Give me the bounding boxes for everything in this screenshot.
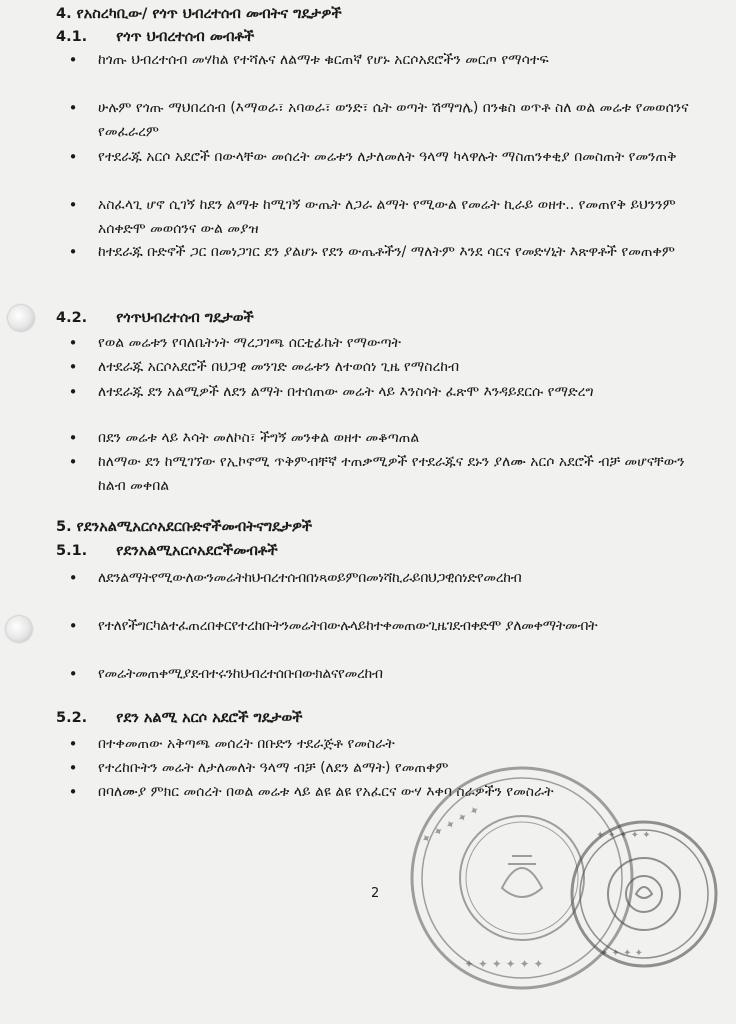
list-item [68,380,704,404]
svg-text:✦ ✦ ✦ ✦: ✦ ✦ ✦ ✦ [600,948,644,959]
list-item [68,96,704,144]
section-5-heading: 5. የደንአልሚአርሶአደርቡድኖችመብትናግዴታዎች [56,519,313,535]
punch-hole [6,616,32,642]
list-item [68,331,704,355]
list-item-text: ለተደራጁ አርሶአደሮች በህጋዊ መንገድ መሬቱን ለተወሰነ ጊዜ የማስረከብ [98,359,460,375]
subsection-4-2-heading [56,310,254,326]
bullet-icon: • [68,358,78,376]
list-item [68,614,704,638]
list-item-text: ለተደራጁ ደን አልሚዎች ለደን ልማት በተሰጠው መሬት ላይ እንስሳት ፈጽሞ እንዳይደርሱ የማድረግ [98,384,594,400]
list-item [68,48,704,72]
subsection-title: የጎጥ ህብረተሰብ መብቶች [116,29,255,45]
bullet-icon: • [68,148,78,166]
bullet-icon: • [68,759,78,777]
list-item [68,145,704,169]
official-seal-stamp [566,816,722,972]
subsection-number: 4.2. [56,310,88,326]
bullet-icon: • [68,51,78,69]
bullet-icon: • [68,569,78,587]
bullet-icon: • [68,243,78,261]
bullet-icon: • [68,334,78,352]
list-item-text: የተለየችግርካልተፈጠረበቀርየተረከቡትንመሬትበውሉላይከተቀመጠውጊዜገደብቀድሞ ያለመቀማትመብት [98,618,598,634]
bullet-icon: • [68,665,78,683]
list-item-text: ከለማው ደን ከሚገኘው የኢኮኖሚ ጥቅምብቸኛ ተጠቃሚዎች የተደራጁና ደኑን ያለሙ አርሶ አደሮች ብቻ መሆናቸውን ከልብ መቀበል [98,454,685,494]
subsection-number: 4.1. [56,29,88,45]
subsection-number: 5.2. [56,710,88,726]
svg-text:✦ ✦ ✦ ✦ ✦: ✦ ✦ ✦ ✦ ✦ [596,830,651,841]
punch-hole [8,305,34,331]
list-item-text: ሁሉም የጎጡ ማህበረሰብ (እማወራ፣ አባወራ፣ ወንድ፣ ሴት ወጣት ሽማግሌ) በንቁስ ወጥቶ ስለ ወል መሬቱ የመወሰንና የመፈራረም [98,100,689,140]
list-item [68,426,704,450]
list-item [68,450,704,498]
list-item-text: የተረከቡትን መሬት ለታለመለት ዓላማ ብቻ (ለደን ልማት) የመጠቀም [98,760,449,776]
page-number: 2 [371,886,380,901]
list-item-text: የተደራጁ አርሶ አደሮች በውላቸው መሰረት መሬቱን ለታለመለት ዓላማ ካላዋሉት ማስጠንቀቂያ በመስጠት የመንጠቅ [98,149,677,165]
bullet-icon: • [68,617,78,635]
subsection-title: የደን አልሚ አርሶ አደሮች ግዴታወች [116,710,303,726]
list-item-text: የመሬትመጠቀሚያደብተሩንከህብረተሰቡበውክልናየመረከብ [98,666,383,682]
list-item [68,240,704,264]
list-item-text: በተቀመጠው አቅጣጫ መሰረት በቡድን ተደራጅቶ የመስራት [98,736,395,752]
bullet-icon: • [68,735,78,753]
subsection-title: የደንአልሚአርሶአደሮችመብቶች [116,543,278,559]
list-item-text: በደን መሬቱ ላይ እሳት መለኮስ፣ ችግኝ መንቀል ወዘተ መቆጣጠል [98,430,420,446]
list-item-text: ለደንልማትየሚውለውንመሬትከህብረተሰብበነጻወይምበመነሻኪራይበህጋዊሰነድየመረከብ [98,570,522,586]
subsection-5-1-heading [56,543,278,559]
list-item [68,193,704,241]
svg-text:✦ ✦ ✦ ✦ ✦ ✦: ✦ ✦ ✦ ✦ ✦ ✦ [464,957,544,971]
subsection-title: የጎጥህብረተሰብ ግዴታወች [116,310,254,326]
svg-text:✦ ✦ ✦ ✦ ✦: ✦ ✦ ✦ ✦ ✦ [418,802,483,848]
list-item-text: ከጎጡ ህብረተሰብ መሃከል የተሻሉና ለልማቱ ቁርጠኛ የሆኑ አርሶአደሮችን መርጦ የማሳተፍ [98,52,549,68]
section-4-heading: 4. የአስረካቢው/ የጎጥ ህብረተሰብ መብትና ግዴታዎች [56,6,342,22]
list-item [68,566,704,590]
bullet-icon: • [68,99,78,117]
bullet-icon: • [68,383,78,401]
bullet-icon: • [68,196,78,214]
list-item [68,355,704,379]
list-item-text: ከተደራጁ ቡድኖች ጋር በመነጋገር ደን ያልሆኑ የደን ውጤቶችን/ ማለትም እንደ ሳርና የመድሃኒት እጽዋቶች የመጠቀም [98,244,675,260]
list-item [68,662,704,686]
list-item-text: አስፈላጊ ሆኖ ሲገኝ ከደን ልማቱ ከሚገኝ ውጤት ለጋራ ልማት የሚውል የመሬት ኪራይ ወዘተ.. የመጠየቅ ይህንንም አሰቀድሞ መወሰንና ውል መያዝ [98,197,676,237]
subsection-4-1-heading [56,29,254,45]
list-item-text: የወል መሬቱን የባለቤትነት ማረጋገጫ ሰርቲፊኬት የማውጣት [98,335,402,351]
subsection-5-2-heading [56,710,303,726]
bullet-icon: • [68,453,78,471]
list-item-text: በባለሙያ ምክር መሰረት በወል መሬቱ ላይ ልዩ ልዩ የአፈርና ውሃ እቀባ ስራዎችን የመስራት [98,784,554,800]
list-item [68,732,538,756]
bullet-icon: • [68,783,78,801]
bullet-icon: • [68,429,78,447]
subsection-number: 5.1. [56,543,88,559]
